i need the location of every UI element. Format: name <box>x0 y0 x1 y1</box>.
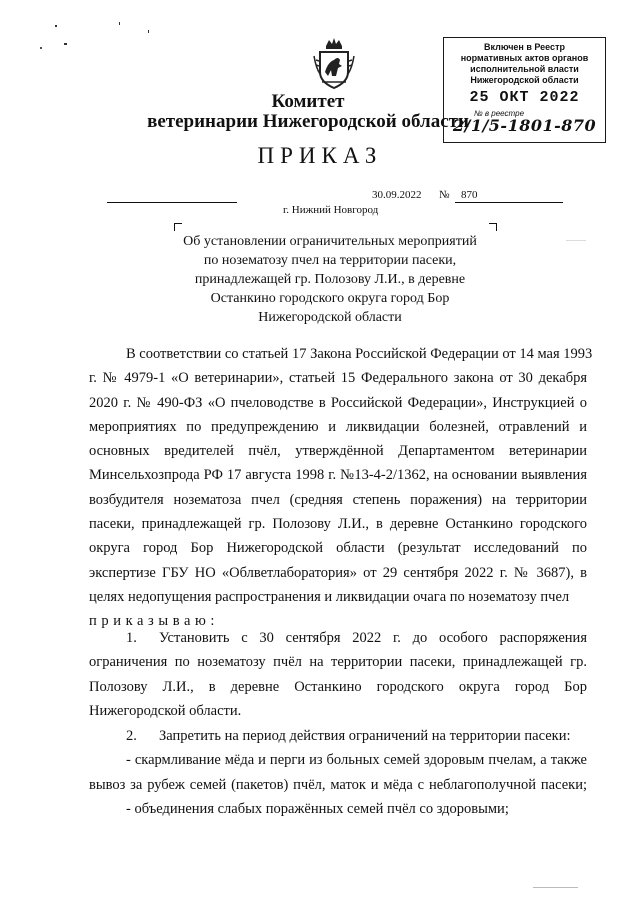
document-type-title: ПРИКАЗ <box>257 143 383 168</box>
number-label: № <box>439 189 450 201</box>
coat-of-arms-icon <box>312 38 356 90</box>
item1-number: 1. <box>126 630 137 646</box>
stamp-line4: Нижегородской области <box>470 75 579 85</box>
date-underline-left <box>107 202 237 203</box>
item1-line: ограничения по нозематозу пчёл на территории пасеки, принадлежащей гр. <box>89 654 587 671</box>
subject-line: Об установлении ограничительных мероприятий <box>183 234 477 249</box>
organization-name-line2: ветеринарии Нижегородской области <box>147 111 469 132</box>
scan-noise <box>533 887 578 888</box>
preamble-line: основных вредителей пчёл, утверждённой Департаментом ветеринарии <box>89 443 587 460</box>
document-number: 870 <box>461 189 478 201</box>
item2-line: вывоз за рубеж семей (пакетов) пчёл, маток и мёда с неблагополучной пасеки; <box>89 776 587 793</box>
stamp-date: 25 ОКТ 2022 <box>469 89 580 106</box>
order-word: приказываю: <box>89 613 220 630</box>
preamble-line: целях недопущения распространения и ликвидации очага по нозематозу пчел <box>89 588 570 605</box>
item2-line: - скармливание мёда и перги из больных семей здоровым пчелам, а также <box>126 752 587 769</box>
scan-speck <box>119 22 120 25</box>
item2-line: - объединения слабых поражённых семей пчёл со здоровыми; <box>126 800 509 817</box>
preamble-line: мероприятиях по предупреждению и ликвидации болезней, отравлений и <box>89 418 587 435</box>
preamble-line: пасеки, принадлежащей гр. Полозову Л.И., в деревне Останкино городского <box>89 516 587 533</box>
scan-noise <box>566 240 586 241</box>
scan-speck <box>40 47 42 49</box>
subject-line: по нозематозу пчел на территории пасеки, <box>203 253 457 268</box>
stamp-line2: нормативных актов органов <box>460 53 589 63</box>
organization-name-line1: Комитет <box>271 91 345 112</box>
subject-bracket-left <box>174 223 182 231</box>
subject-line: Нижегородской области <box>258 310 402 325</box>
subject-line: Останкино городского округа город Бор <box>210 291 450 306</box>
registry-stamp <box>443 37 606 143</box>
preamble-line: г. № 4979-1 «О ветеринарии», статьей 15 Федерального закона от 30 декабря <box>89 370 587 387</box>
stamp-line1: Включен в Реестр <box>484 42 565 52</box>
preamble-line: В соответствии со статьей 17 Закона Российской Федерации от 14 мая 1993 <box>126 346 593 362</box>
preamble-line: экспертизе ГБУ НО «Облветлаборатория» от 29 сентября 2022 г. № 3687), в <box>89 564 587 581</box>
scan-speck <box>64 43 67 45</box>
preamble-line: Минсельхозпрода РФ 17 августа 1998 г. №13-4-2/1362, на основании выявления <box>89 467 587 484</box>
item1-line: Полозову Л.И., в деревне Останкино городского округа город Бор <box>89 678 587 695</box>
document-date: 30.09.2022 <box>372 189 422 201</box>
order-item-2 <box>89 724 587 821</box>
order-item-1 <box>89 626 587 723</box>
stamp-registry-number: 2/1/5-1801-870 <box>452 116 597 135</box>
preamble-line: 2020 г. № 490-ФЗ «О пчеловодстве в Российской Федерации», Инструкцией о <box>89 394 587 411</box>
stamp-registry-label: № в реестре <box>474 109 525 118</box>
preamble-line: возбудителя нозематоза пчел (средняя степень поражения) на территории <box>89 491 587 508</box>
item2-line: Запретить на период действия ограничений на территории пасеки: <box>159 728 571 744</box>
subject-line: принадлежащей гр. Полозову Л.И., в деревне <box>194 272 466 287</box>
item2-first-line <box>89 724 587 748</box>
item2-number: 2. <box>126 728 137 744</box>
stamp-line3: исполнительной власти <box>470 64 579 74</box>
scan-speck <box>55 25 57 27</box>
item1-first-line <box>89 626 587 650</box>
item1-line: Нижегородской области. <box>89 702 242 719</box>
preamble-line: округа город Бор Нижегородской области (результат исследований по <box>89 540 587 557</box>
preamble-paragraph <box>89 342 593 634</box>
number-underline <box>455 202 563 203</box>
scan-speck <box>148 30 149 33</box>
order-subject <box>170 232 490 327</box>
item1-line: Установить с 30 сентября 2022 г. до особого распоряжения <box>159 630 587 646</box>
city: г. Нижний Новгород <box>283 204 379 216</box>
subject-bracket-right <box>489 223 497 231</box>
